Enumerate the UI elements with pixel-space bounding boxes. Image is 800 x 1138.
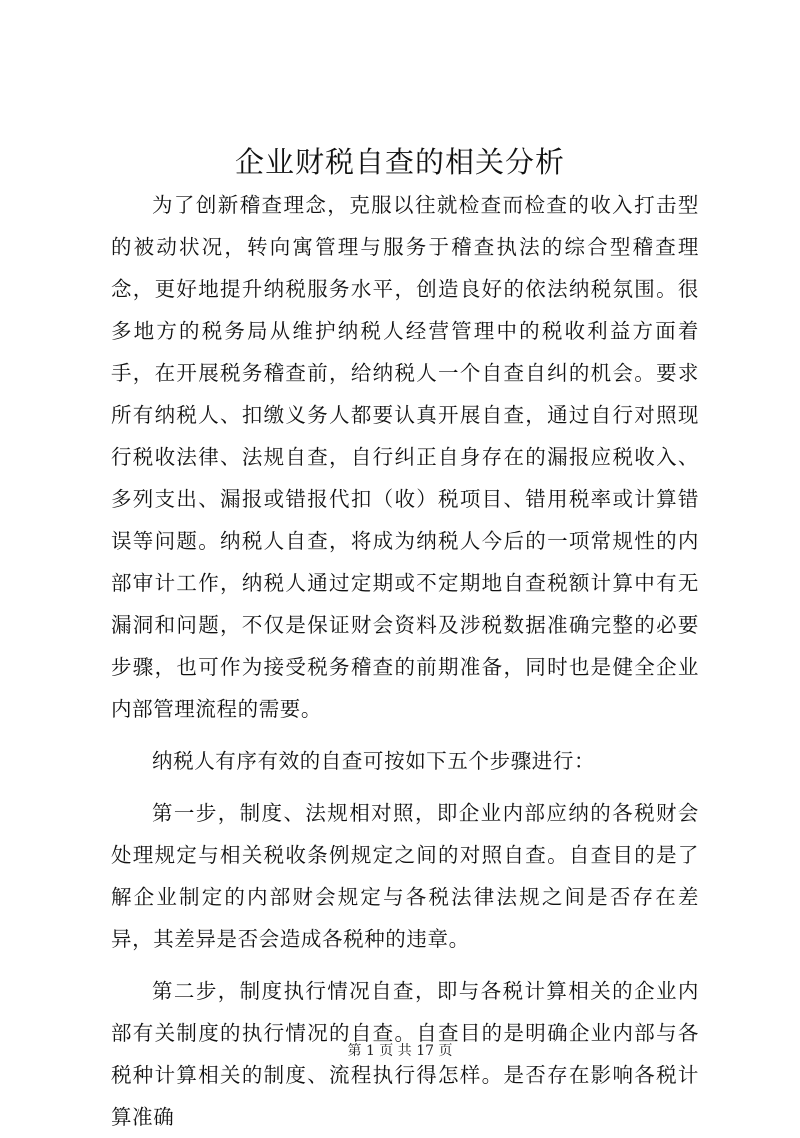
page-footer: 第 1 页 共 17 页	[347, 1043, 453, 1059]
document-body	[111, 184, 699, 1138]
paragraph-steps-lead: 纳税人有序有效的自查可按如下五个步骤进行：	[152, 749, 596, 773]
paragraph-step-one: 第一步，制度、法规相对照，即企业内部应纳的各税财会处理规定与相关税收条例规定之间的对照自查。自查目的是了解企业制定的内部财会规定与各税法律法规之间是否存在差异，其差异是否会造成各税种的违章。	[111, 801, 699, 951]
document-title: 企业财税自查的相关分析	[234, 145, 565, 179]
paragraph-step-two: 第二步，制度执行情况自查，即与各税计算相关的企业内部有关制度的执行情况的自查。自查目的是明确企业内部与各税种计算相关的制度、流程执行得怎样。是否存在影响各税计算准确	[111, 979, 699, 1129]
paragraph-intro: 为了创新稽查理念，克服以往就检查而检查的收入打击型的被动状况，转向寓管理与服务于稽查执法的综合型稽查理念，更好地提升纳税服务水平，创造良好的依法纳税氛围。很多地方的税务局从维护纳税人经营管理中的税收利益方面着手，在开展税务稽查前，给纳税人一个自查自纠的机会。要求所有纳税人、扣缴义务人都要认真开展自查，通过自行对照现行税收法律、法规自查，自行纠正自身存在的漏报应税收入、多列支出、漏报或错报代扣（收）税项目、错用税率或计算错误等问题。纳税人自查，将成为纳税人今后的一项常规性的内部审计工作，纳税人通过定期或不定期地自查税额计算中有无漏洞和问题，不仅是保证财会资料及涉税数据准确完整的必要步骤，也可作为接受税务稽查的前期准备，同时也是健全企业内部管理流程的需要。	[111, 193, 699, 721]
